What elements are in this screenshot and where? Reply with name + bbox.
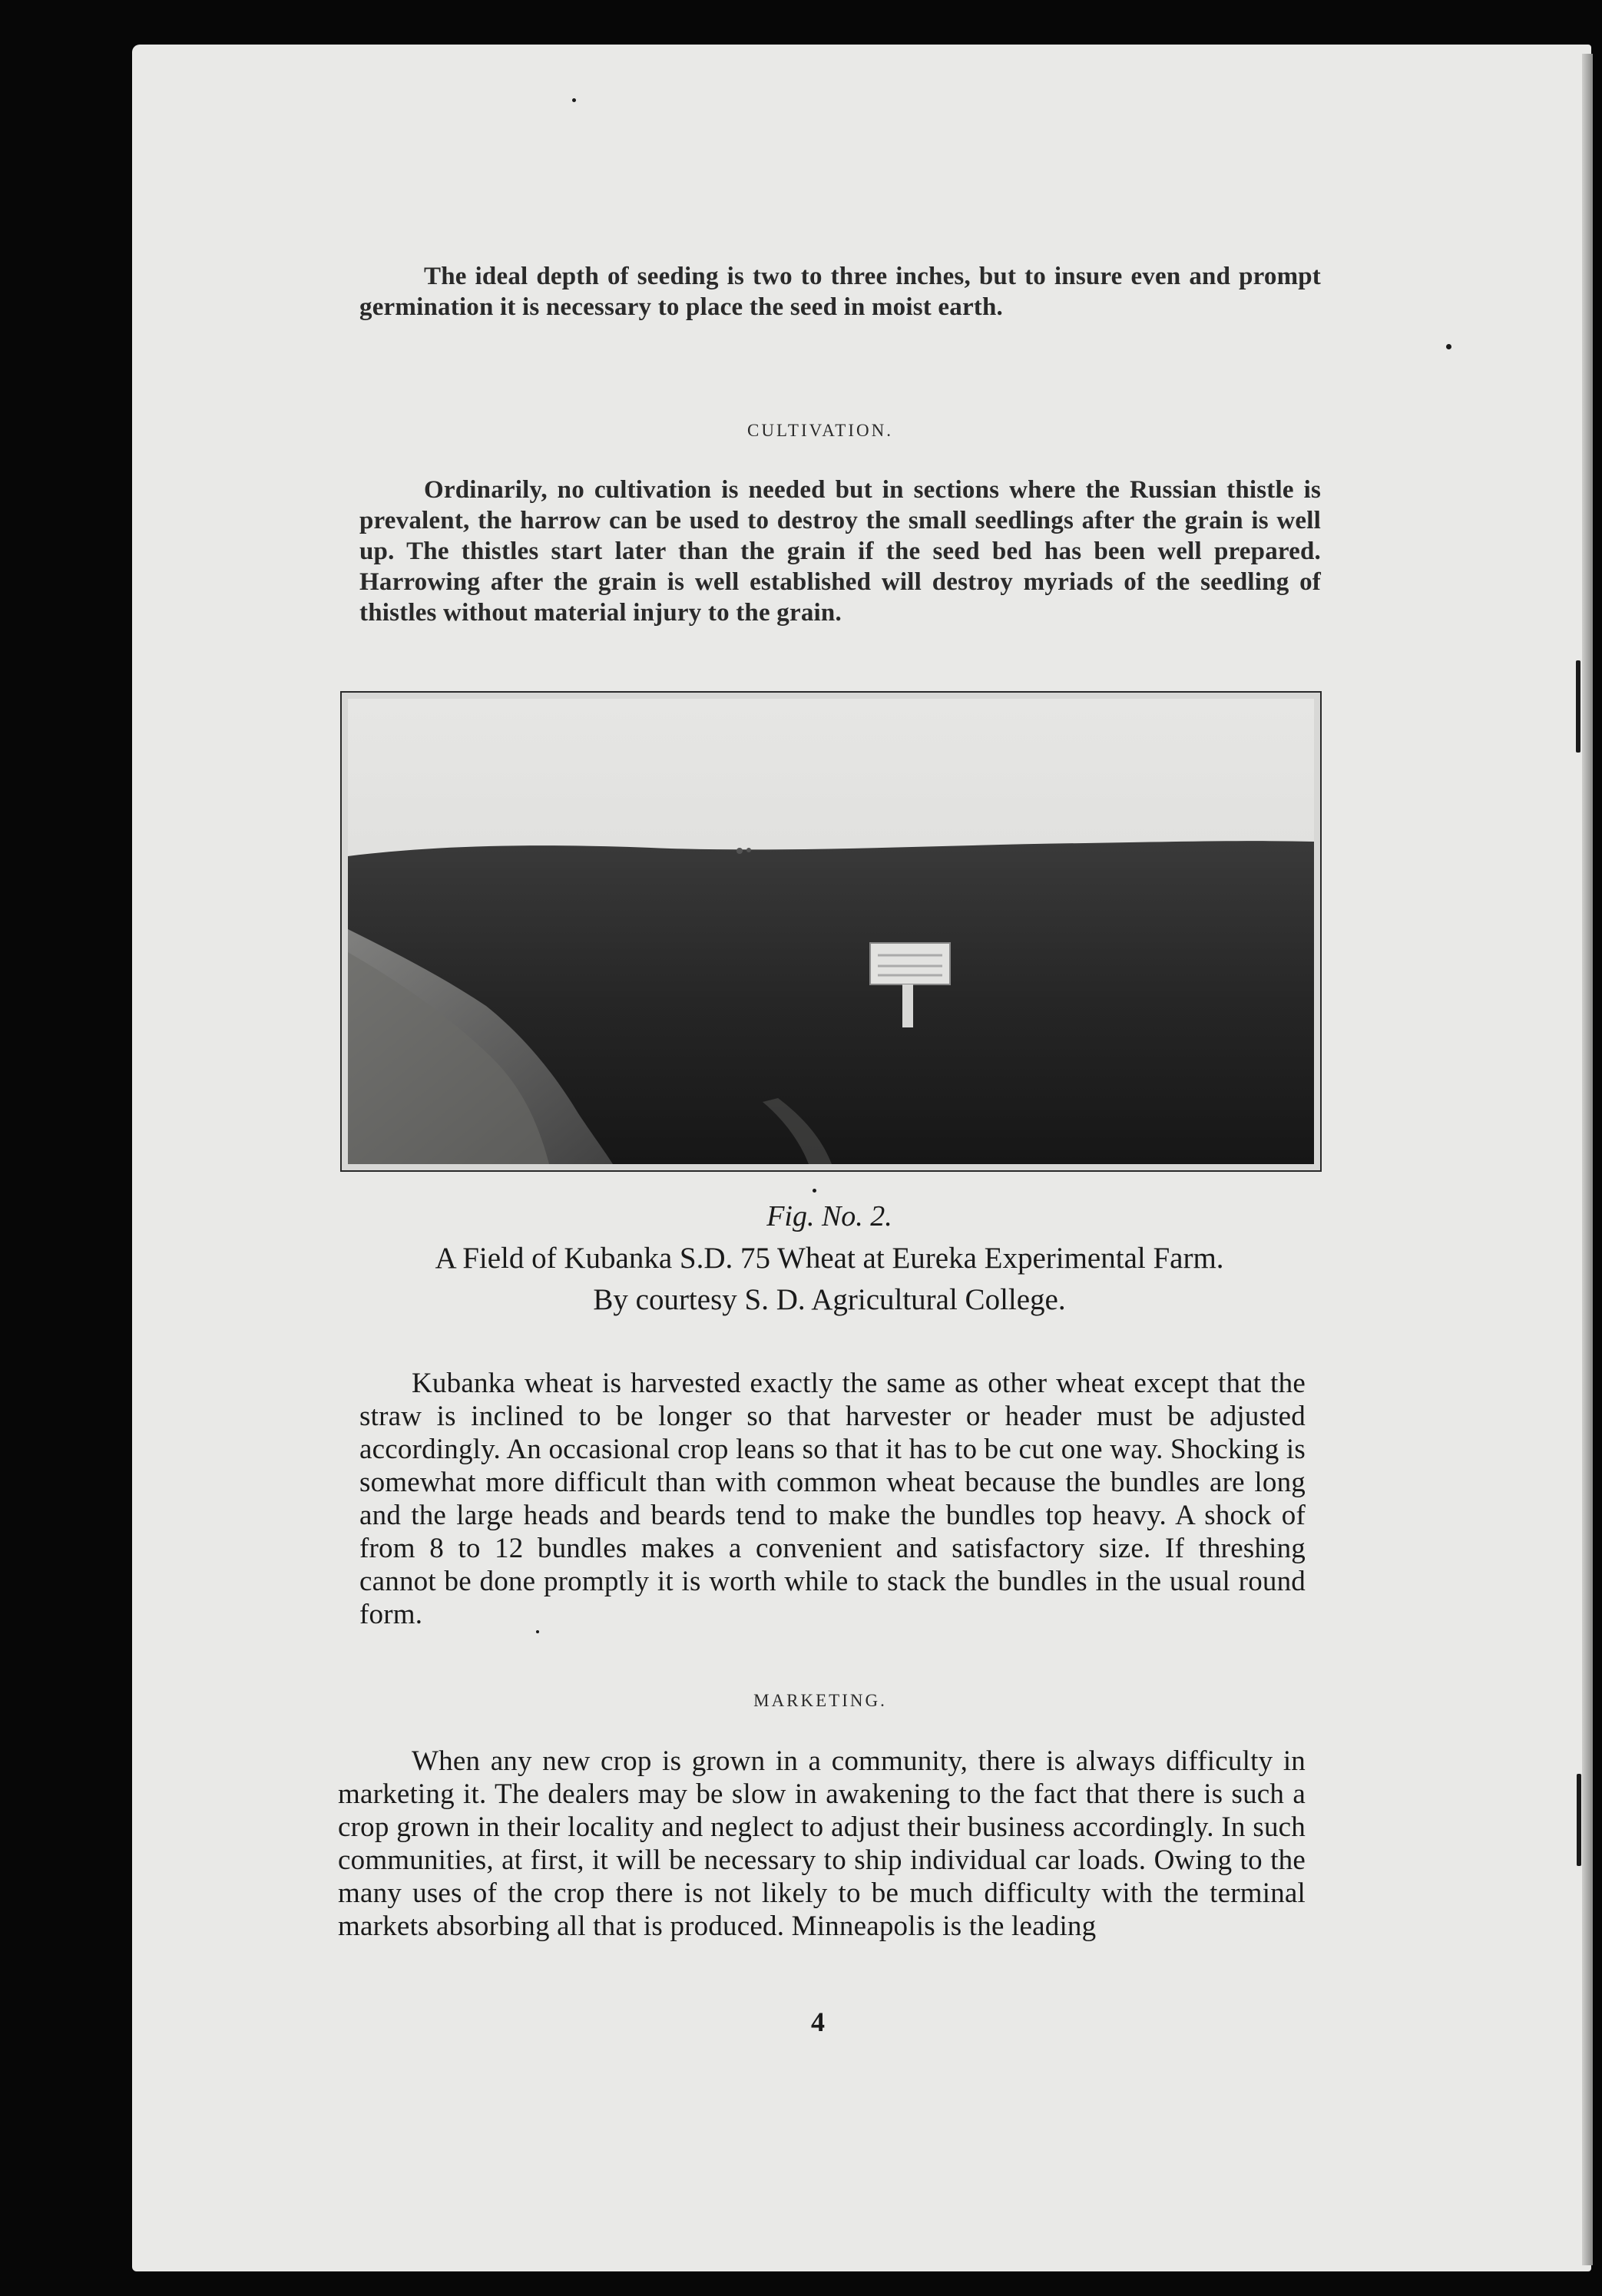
scan-speck: [1576, 660, 1580, 753]
page-number: 4: [811, 2007, 825, 2037]
figure-caption-line-1: A Field of Kubanka S.D. 75 Wheat at Eureka Experimental Farm.: [435, 1242, 1224, 1275]
wheat-field-illustration: [348, 699, 1314, 1164]
scan-speck: [813, 1189, 816, 1193]
section-heading-marketing: MARKETING.: [753, 1691, 887, 1710]
intro-paragraph: The ideal depth of seeding is two to three inches, but to insure even and prompt germination it is necessary to place the seed in moist earth.: [359, 263, 1321, 321]
marketing-paragraph: When any new crop is grown in a community, there is always difficulty in marketing it. The dealers may be slow in awakening to the fact that there is such a crop grown in their locality and neglect to adjust their business accordingly. In such communities, at first, it will be necessary to ship individual car loads. Owing to the many uses of the crop there is not likely to be much difficulty with the terminal markets absorbing all that is produced. Minneapolis is the leading: [338, 1745, 1306, 1942]
figure-label: Fig. No. 2.: [766, 1200, 892, 1232]
cultivation-paragraph: Ordinarily, no cultivation is needed but in sections where the Russian thistle is prevalent, the harrow can be used to destroy the small seedlings after the grain is well up. The thistles start later than the grain if the seed bed has been well prepared. Harrowing after the grain is well established will destroy myriads of the seedling of thistles without material injury to the grain.: [359, 476, 1321, 627]
figure-frame: [340, 691, 1322, 1172]
scan-speck: [572, 98, 576, 102]
page-edge-shadow: [1582, 54, 1593, 2265]
harvest-paragraph: Kubanka wheat is harvested exactly the same as other wheat except that the straw is inclined to be longer so that harvester or header must be adjusted accordingly. An occasional crop leans so that it has to be cut one way. Shocking is somewhat more difficult than with common wheat because the bundles are long and the large heads and beards tend to make the bundles top heavy. A shock of from 8 to 12 bundles makes a convenient and satisfactory size. If threshing cannot be done promptly it is worth while to stack the bundles in the usual round form.: [359, 1368, 1306, 1630]
scan-speck: [1577, 1774, 1581, 1866]
figure-caption-line-2: By courtesy S. D. Agricultural College.: [593, 1283, 1066, 1316]
wheat-field-photo: [348, 699, 1314, 1164]
section-heading-cultivation: CULTIVATION.: [747, 421, 893, 440]
scan-speck: [1446, 344, 1451, 349]
